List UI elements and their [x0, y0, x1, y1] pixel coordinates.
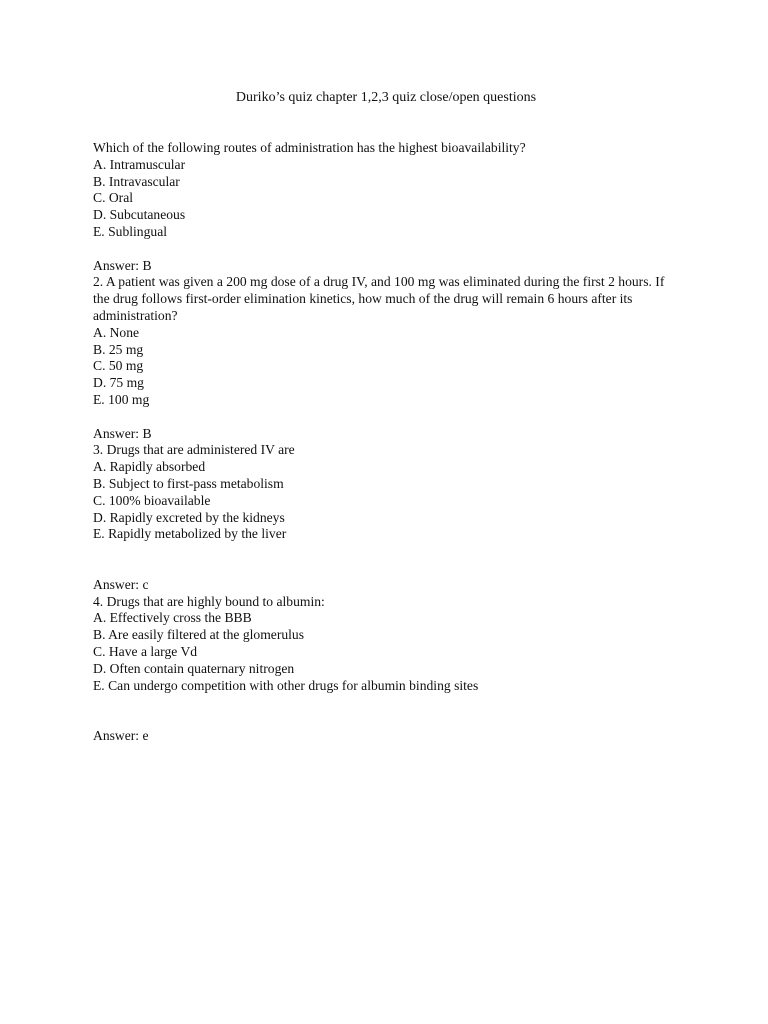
question-1-option-c: C. Oral: [93, 190, 134, 206]
spacer: [93, 694, 673, 728]
spacer: [93, 543, 673, 577]
question-2-option-d: D. 75 mg: [93, 375, 144, 391]
question-3-text: 3. Drugs that are administered IV are: [93, 442, 295, 458]
question-4-option-e: E. Can undergo competition with other drugs for albumin binding sites: [93, 677, 479, 693]
question-4-option-d: D. Often contain quaternary nitrogen: [93, 660, 295, 676]
question-3-option-e: E. Rapidly metabolized by the liver: [93, 526, 287, 542]
question-3-option-b: B. Subject to first-pass metabolism: [93, 475, 284, 491]
question-2-option-a: A. None: [93, 324, 140, 340]
question-4-option-a: A. Effectively cross the BBB: [93, 610, 252, 626]
question-1-option-d: D. Subcutaneous: [93, 207, 186, 223]
question-4-answer: Answer: e: [93, 727, 149, 743]
spacer: [93, 241, 673, 258]
spacer: [93, 409, 673, 426]
quiz-content: [93, 140, 673, 745]
question-3-option-d: D. Rapidly excreted by the kidneys: [93, 509, 285, 525]
question-1-text: Which of the following routes of administration has the highest bioavailability?: [93, 140, 526, 155]
question-2-text: 2. A patient was given a 200 mg dose of a drug IV, and 100 mg was eliminated during the first 2 hours. If the drug follows first-order elimination kinetics, how much of the drug will remain 6 hours after its administration?: [93, 274, 665, 323]
question-4-option-b: B. Are easily filtered at the glomerulus: [93, 627, 305, 643]
question-2-option-b: B. 25 mg: [93, 341, 144, 357]
question-1-answer: Answer: B: [93, 257, 152, 273]
question-3-option-a: A. Rapidly absorbed: [93, 459, 206, 475]
question-1-option-e: E. Sublingual: [93, 223, 168, 239]
question-2-option-e: E. 100 mg: [93, 391, 150, 407]
question-1-option-a: A. Intramuscular: [93, 156, 186, 172]
question-3-option-c: C. 100% bioavailable: [93, 492, 211, 508]
question-2-answer: Answer: B: [93, 425, 152, 441]
question-2-option-c: C. 50 mg: [93, 358, 144, 374]
page-title: Duriko’s quiz chapter 1,2,3 quiz close/open questions: [235, 90, 537, 105]
question-4-text: 4. Drugs that are highly bound to albumin:: [93, 593, 325, 609]
question-4-option-c: C. Have a large Vd: [93, 643, 198, 659]
question-1-option-b: B. Intravascular: [93, 173, 180, 189]
question-3-answer: Answer: c: [93, 576, 149, 592]
